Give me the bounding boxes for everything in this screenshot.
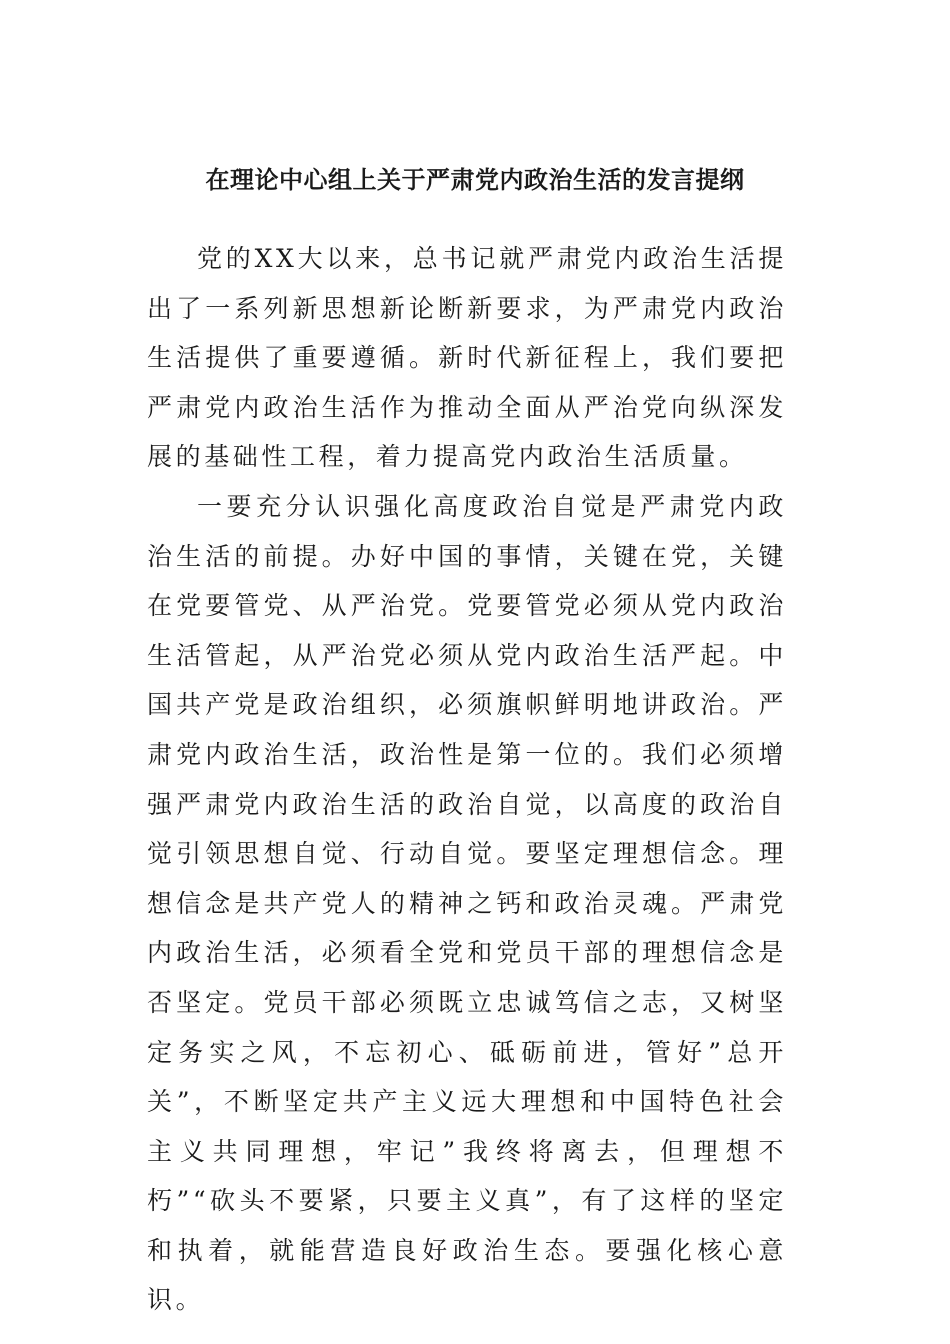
document-title: 在理论中心组上关于严肃党内政治生活的发言提纲 <box>205 166 745 194</box>
paragraph-point-one: 一要充分认识强化高度政治自觉是严肃党内政治生活的前提。办好中国的事情，关键在党，关键在党要管党、从严治党。党要管党必须从党内政治生活管起，从严治党必须从党内政治生活严起。中国共产党是政治组织，必须旗帜鲜明地讲政治。严肃党内政治生活，政治性是第一位的。我们必须增强严肃党内政治生活的政治自觉，以高度的政治自觉引领思想自觉、行动自觉。要坚定理想信念。理想信念是共产党人的精神之钙和政治灵魂。严肃党内政治生活，必须看全党和党员干部的理想信念是否坚定。党员干部必须既立忠诚笃信之志，又树坚定务实之风，不忘初心、砥砺前进，管好”总开关”，不断坚定共产主义远大理想和中国特色社会主义共同理想，牢记”我终将离去，但理想不朽”“砍头不要紧，只要主义真”，有了这样的坚定和执着，就能营造良好政治生态。要强化核心意识。 <box>147 491 787 1315</box>
paragraph-intro: 党的XX大以来，总书记就严肃党内政治生活提出了一系列新思想新论断新要求，为严肃党内政治生活提供了重要遵循。新时代新征程上，我们要把严肃党内政治生活作为推动全面从严治党向纵深发展的基础性工程，着力提高党内政治生活质量。 <box>147 244 787 472</box>
document-body <box>147 234 787 1325</box>
